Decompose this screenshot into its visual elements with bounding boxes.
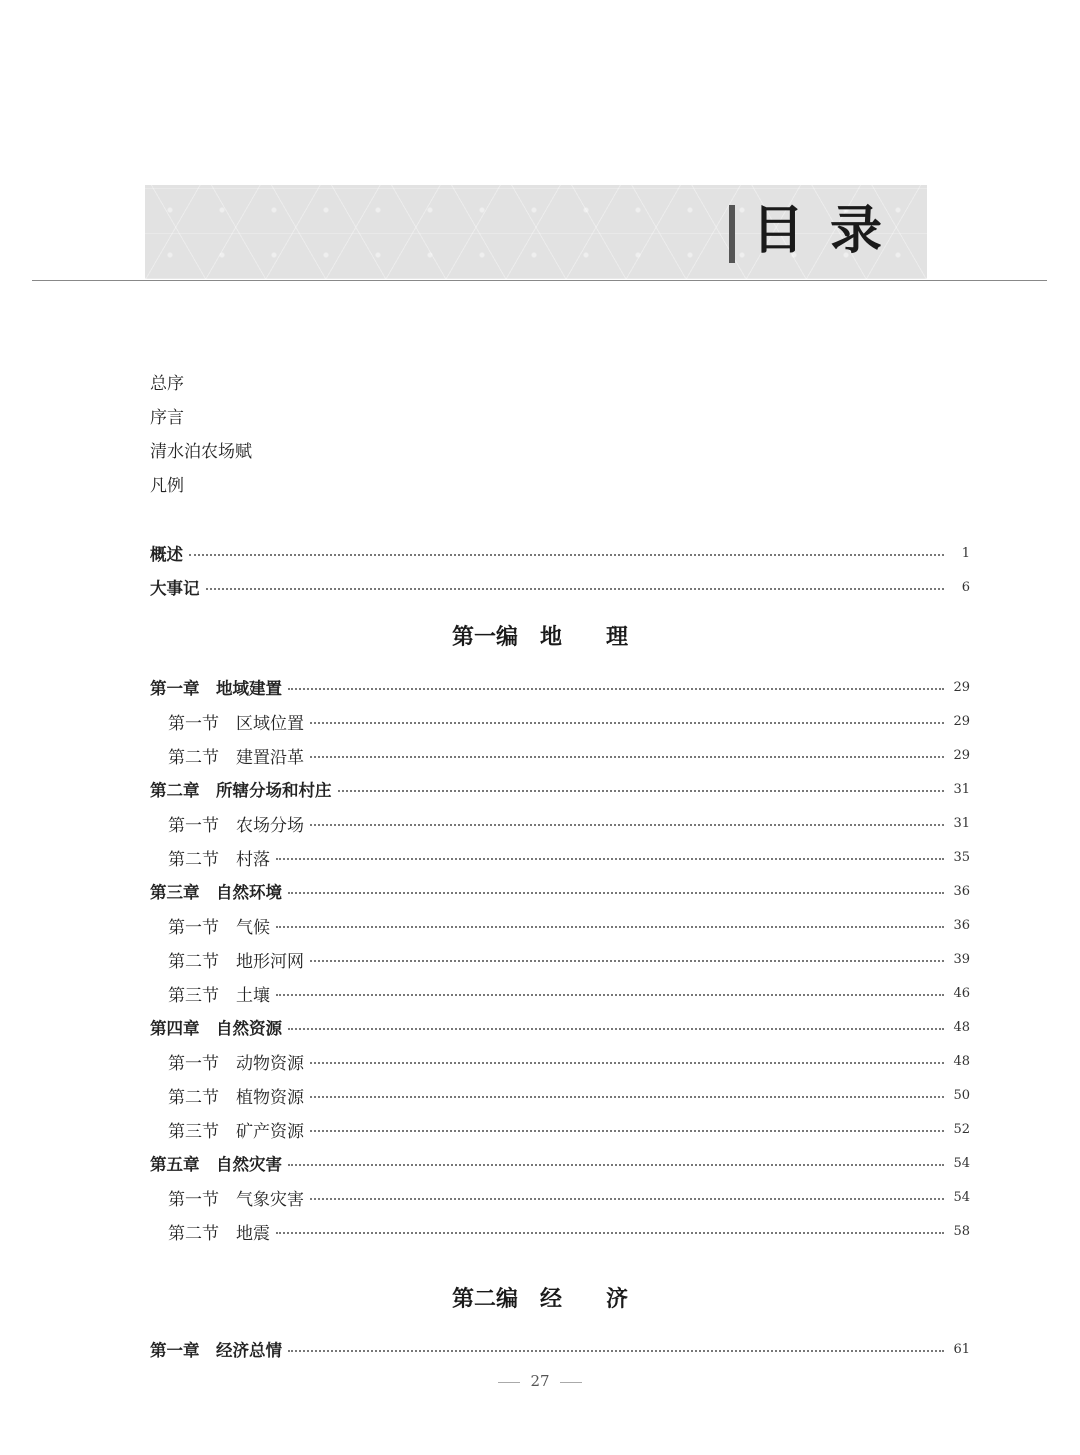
dot-leader [310,824,944,826]
toc-page-number: 54 [953,1189,970,1205]
toc-chapter-row[interactable] [150,1010,970,1044]
toc-page-number: 35 [953,849,970,865]
toc-entry-label: 第二节 地震 [168,1223,270,1244]
toc-page-number: 46 [953,985,970,1001]
toc-entry-label: 第一节 动物资源 [168,1053,304,1074]
toc-entry-label: 第三节 土壤 [168,985,270,1006]
toc-section-row[interactable] [150,1044,970,1078]
toc-chapter-row[interactable] [150,670,970,704]
toc-page-number: 39 [953,951,970,967]
part-heading: 第一编 地 理 [451,624,628,650]
dot-leader [310,756,944,758]
toc-entry-label: 第二节 建置沿革 [168,747,304,768]
toc-entry-label: 第二章 所辖分场和村庄 [150,781,332,800]
toc-entry-label: 第一节 气候 [168,917,270,938]
dot-leader [189,554,944,556]
toc-page-number: 29 [953,679,970,695]
toc-section-row[interactable] [150,976,970,1010]
dot-leader [288,892,944,894]
dot-leader [288,1350,944,1352]
dot-leader [276,926,944,928]
toc-entry-label: 第一节 农场分场 [168,815,304,836]
dot-leader [310,722,944,724]
toc-entry-label: 第一章 经济总情 [150,1341,282,1360]
toc-entry-label: 第二节 地形河网 [168,951,304,972]
title-accent-bar [729,205,735,263]
toc-entry-label: 第一节 气象灾害 [168,1189,304,1210]
front-matter-item[interactable]: 清水泊农场赋 [150,442,252,462]
dot-leader [288,688,944,690]
toc-page-number: 36 [953,917,970,933]
toc-page-number: 31 [953,781,970,797]
toc-entry-label: 第五章 自然灾害 [150,1155,282,1174]
toc-page-number: 6 [961,579,970,595]
dot-leader [310,1198,944,1200]
toc-entry-label: 第二节 植物资源 [168,1087,304,1108]
toc-section-row[interactable] [150,806,970,840]
footer-dash-right [560,1382,582,1383]
page-number: 27 [530,1372,550,1390]
toc-page-number: 36 [953,883,970,899]
toc-entry-label: 第一节 区域位置 [168,713,304,734]
dot-leader [310,1096,944,1098]
toc-section-row[interactable] [150,1214,970,1248]
part-heading: 第二编 经 济 [451,1286,628,1312]
toc-page-number: 48 [953,1019,970,1035]
toc-section-row[interactable] [150,704,970,738]
toc-section-row[interactable] [150,942,970,976]
toc-page-number: 52 [953,1121,970,1137]
page-title: 目录 [752,201,909,261]
dot-leader [338,790,945,792]
toc-chapter-row[interactable] [150,1146,970,1180]
front-matter-item[interactable]: 总序 [150,374,184,394]
toc-entry-label: 大事记 [150,579,200,598]
footer-dash-left [498,1382,520,1383]
front-matter-list [150,367,252,503]
toc-section-row[interactable] [150,738,970,772]
toc-page-number: 61 [953,1341,970,1357]
toc-page-number: 48 [953,1053,970,1069]
dot-leader [276,1232,944,1234]
dot-leader [310,1062,944,1064]
toc-entry-label: 概述 [150,545,183,564]
front-matter-item[interactable]: 序言 [150,408,184,428]
dot-leader [276,858,944,860]
toc-entry-label: 第三章 自然环境 [150,883,282,902]
toc-chapter-row[interactable] [150,772,970,806]
header-rule [32,280,1047,281]
toc-section-row[interactable] [150,1112,970,1146]
toc-page-number: 1 [961,545,970,561]
dot-leader [276,994,944,996]
dot-leader [310,960,944,962]
toc-page-number: 29 [953,747,970,763]
dot-leader [288,1164,944,1166]
toc-section-row[interactable] [150,1078,970,1112]
toc-page-number: 54 [953,1155,970,1171]
toc-chapter-row[interactable] [150,1332,970,1366]
toc-section-row[interactable] [150,1180,970,1214]
dot-leader [288,1028,944,1030]
toc-section-row[interactable] [150,840,970,874]
front-matter-item[interactable]: 凡例 [150,476,184,496]
page-footer [0,1372,1080,1390]
toc-page-number: 50 [953,1087,970,1103]
toc-entry-label: 第三节 矿产资源 [168,1121,304,1142]
dot-leader [310,1130,944,1132]
toc-entry-row[interactable] [150,570,970,604]
toc-entry-row[interactable] [150,536,970,570]
toc-page-number: 31 [953,815,970,831]
toc-chapter-row[interactable] [150,874,970,908]
toc-entry-label: 第一章 地域建置 [150,679,282,698]
toc-entry-label: 第二节 村落 [168,849,270,870]
toc-page-number: 29 [953,713,970,729]
toc-page-number: 58 [953,1223,970,1239]
dot-leader [206,588,945,590]
toc-entry-label: 第四章 自然资源 [150,1019,282,1038]
toc-section-row[interactable] [150,908,970,942]
